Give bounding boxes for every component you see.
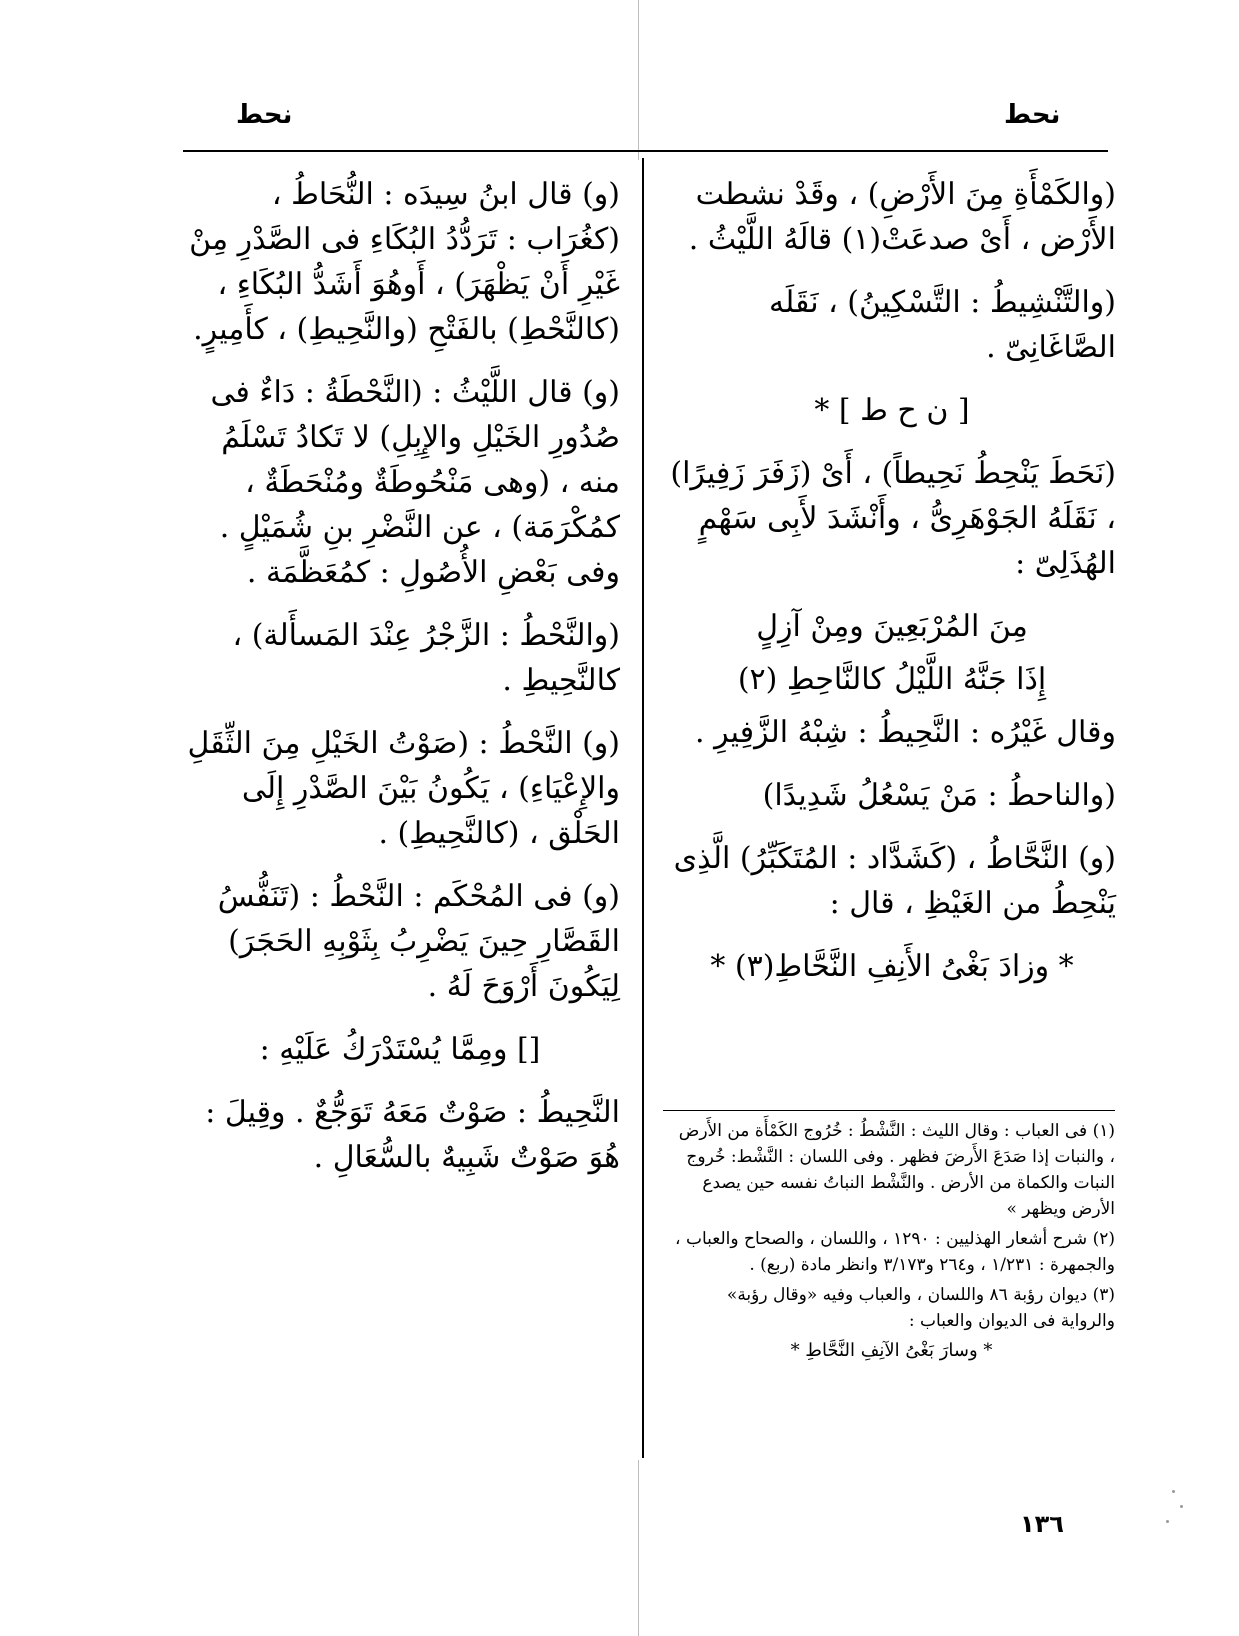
verse-line: * وزادَ بَغْىُ الأَنِفِ النَّحَّاطِ(٣) * <box>710 949 1074 984</box>
paragraph: (والتَّنْشِيطُ : التَّسْكِينُ) ، نَقَلَه الصَّاغَانِىّ . <box>769 285 1116 365</box>
paragraph: (و) فى المُحْكَم : النَّحْطُ : (تَنَفُّسُ القَصَّارِ حِينَ يَضْرِبُ بِثَوْبِهِ الحَجَرَ) لِيَكُونَ أَرْوَحَ لَهُ . <box>217 879 620 1004</box>
verse-line: مِنَ المُرْبَعِينَ ومِنْ آزِلٍ <box>756 609 1028 644</box>
paragraph: (والناحطُ : مَنْ يَسْعُلُ شَدِيدًا) <box>762 778 1116 813</box>
footnote-verse: * وسارَ بَغْىُ الآنِفِ النَّحَّاطِ * <box>790 1340 993 1361</box>
paragraph: (و) قال ابنُ سِيدَه : النُّحَاطُ ، (كغُرَاب : تَرَدُّدُ البُكَاءِ فى الصَّدْرِ مِنْ غَيْرِ أَنْ يَظْهَرَ) ، أَوهُوَ أَشَدُّ البُكَاءِ ، (كالنَّحْطِ) بالفَتْحِ (والنَّحِيطِ) ، كأَمِيرٍ. <box>189 177 620 347</box>
footnote-rule <box>663 1110 1115 1111</box>
footnote-2: (٢) شرح أشعار الهذليين : ١٢٩٠ ، واللسان ، والصحاح والعباب ، والجمهرة : ١/٢٣١ ، و٢٦٤ و٣/١٧٣ وانظر مادة (ربع) . <box>675 1229 1115 1275</box>
page-number: ١٣٦ <box>1020 1510 1064 1538</box>
entry-heading: [ ن ح ط ] * <box>814 393 970 428</box>
scan-speck <box>1180 1505 1183 1508</box>
supplement-heading: [] ومِمَّا يُسْتَدْرَكُ عَلَيْهِ : <box>259 1032 541 1067</box>
left-column <box>180 172 620 1198</box>
scan-margin-line <box>638 1460 639 1636</box>
scan-speck <box>1166 1520 1169 1523</box>
paragraph: وقال غَيْرُه : النَّحِيطُ : شِبْهُ الزَّفِيرِ . <box>695 715 1116 750</box>
verse-line: إِذَا جَنَّهُ اللَّيْلُ كالنَّاحِطِ (٢) <box>737 662 1047 697</box>
running-header-right: نحط <box>1004 100 1061 130</box>
paragraph: (و) قال اللَّيْثُ : (النَّحْطَةُ : دَاءٌ فى صُدُورِ الخَيْلِ والإِبِلِ) لا تَكادُ تَسْلَمُ منه ، (وهى مَنْحُوطَةٌ ومُنْحَطَةٌ ، كمُكْرَمَة) ، عن النَّضْرِ بنِ شُمَيْلٍ . وفى بَعْضِ الأُصُولِ : كمُعَظَّمَة . <box>210 375 620 590</box>
column-divider <box>642 158 644 1458</box>
scan-speck <box>1172 1490 1175 1493</box>
right-column <box>668 172 1116 997</box>
paragraph: (و) النَّحَّاطُ ، (كَشَدَّاد : المُتَكَبِّرُ) الَّذِى يَنْحِطُ من الغَيْظِ ، قال : <box>673 841 1116 921</box>
footnote-1: (١) فى العباب : وقال الليث : النَّشْطُ : خُرُوج الكَمْأَة من الأَرض ، والنبات إذا صَدَعَ الأَرضَ فظهر . وفى اللسان : النَّشْط: خُروج النبات والكماة من الأرض . والنَّشْط النباتُ نفسه حين يصدع الأرض ويظهر » <box>678 1121 1115 1219</box>
scan-margin-line <box>638 0 639 160</box>
paragraph: (و) النَّحْطُ : (صَوْتُ الخَيْلِ مِنَ الثِّقَلِ والإِعْيَاءِ) ، يَكُونُ بَيْنَ الصَّدْرِ إِلَى الحَلْق ، (كالنَّحِيطِ) . <box>187 726 620 851</box>
paragraph: (نَحَطَ يَنْحِطُ نَحِيطاً) ، أَىْ (زَفَرَ زَفِيرًا) ، نَقَلَهُ الجَوْهَرِىُّ ، وأَنْشَدَ لأَبِى سَهْمٍ الهُذَلِىّ : <box>670 456 1116 581</box>
paragraph: النَّحِيطُ : صَوْتٌ مَعَهُ تَوَجُّعٌ . وقِيلَ : هُوَ صَوْتٌ شَبِيهٌ بالسُّعَالِ . <box>205 1095 620 1175</box>
paragraph: (والكَمْأَةِ مِنَ الأَرْضِ) ، وقَدْ نشطت الأَرْض ، أَىْ صدعَتْ(١) قالَهُ اللَّيْثُ . <box>688 177 1116 257</box>
footnotes <box>668 1118 1115 1368</box>
paragraph: (والنَّحْطُ : الزَّجْرُ عِنْدَ المَسأَلة) ، كالنَّحِيطِ . <box>232 618 620 698</box>
footnote-3: (٣) ديوان رؤبة ٨٦ واللسان ، والعباب وفيه «وقال رؤبة» والرواية فى الديوان والعباب : <box>726 1285 1115 1331</box>
header-rule <box>183 150 1108 152</box>
running-header-left: نحط <box>236 100 293 130</box>
